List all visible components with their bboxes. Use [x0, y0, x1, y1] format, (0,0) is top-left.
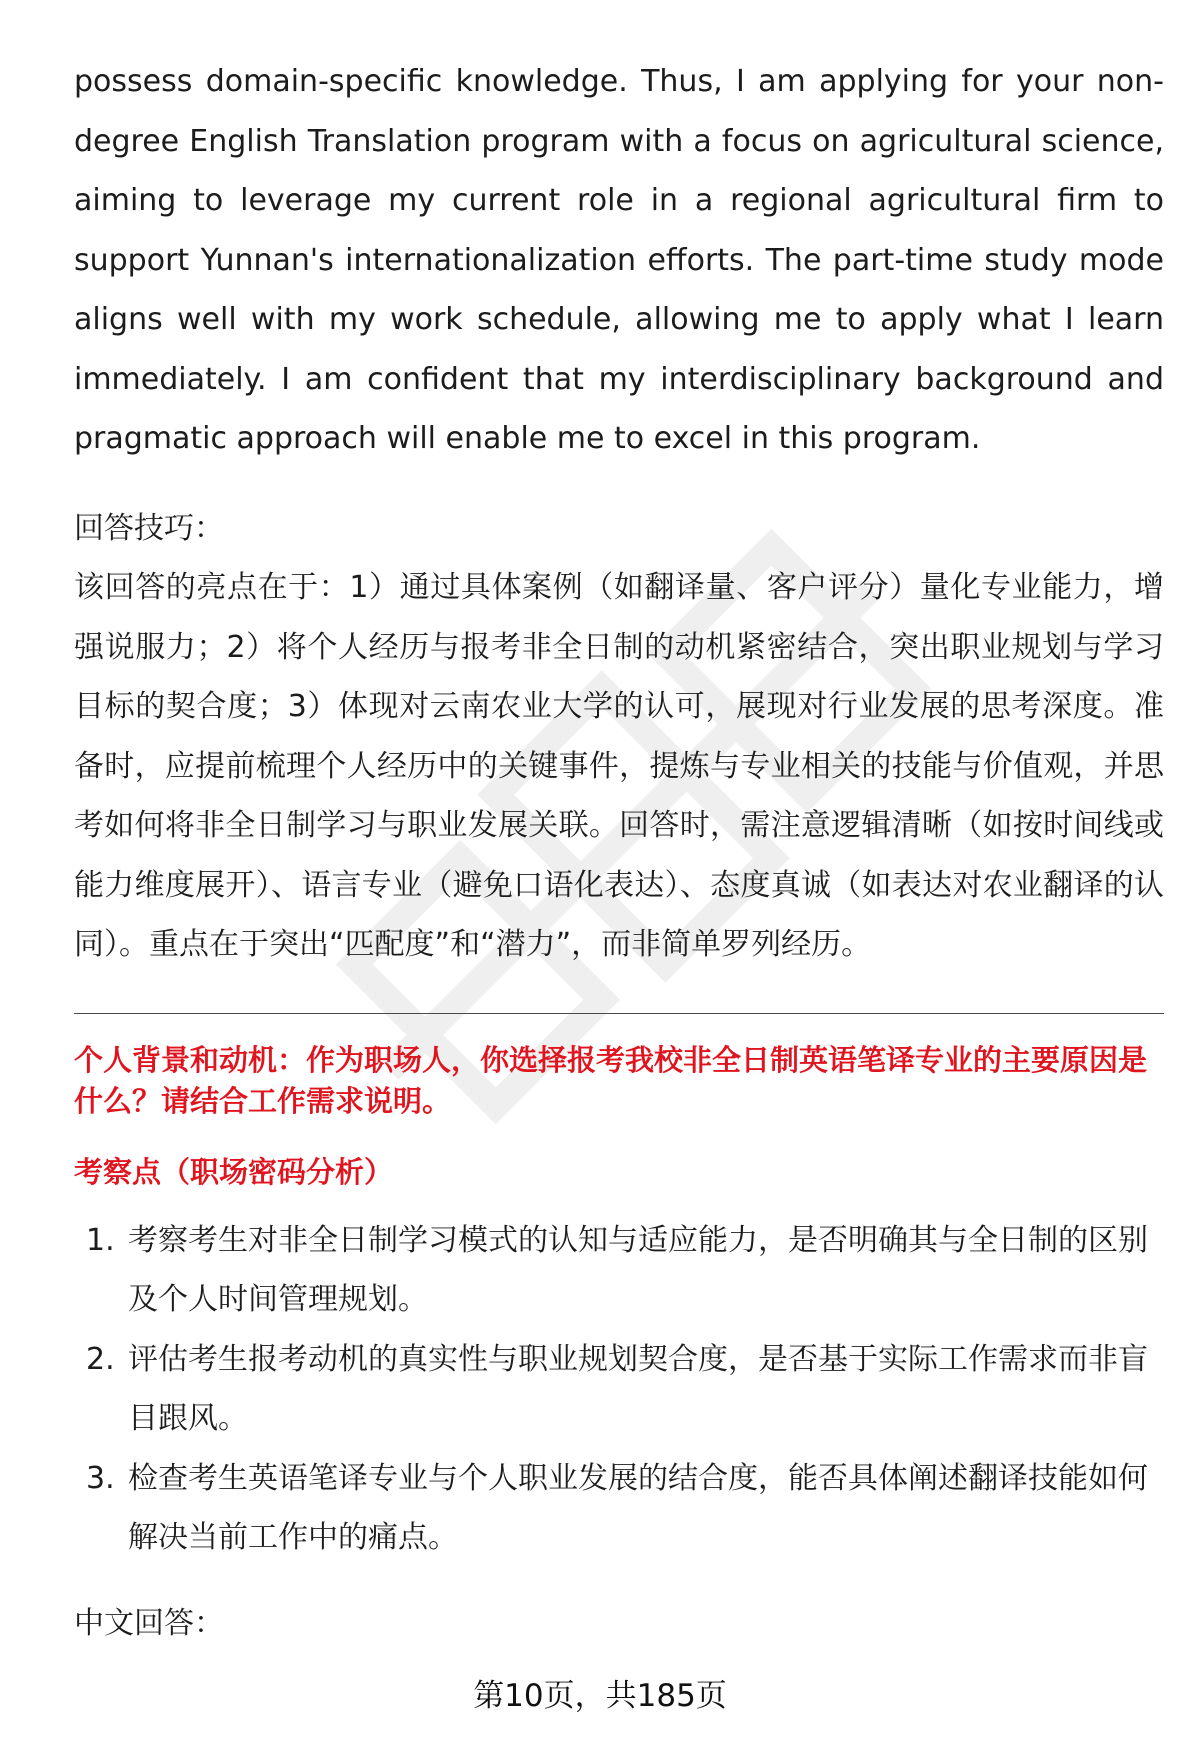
- tips-label: 回答技巧：: [74, 510, 224, 546]
- list-item: [74, 1449, 1164, 1568]
- list-item-number: 1.: [86, 1222, 115, 1258]
- intro-paragraph: possess domain-specific knowledge. Thus, I am applying for your non-degree English Translation program with a focus on agricultural science, aiming to leverage my current role in a regional agricultural firm to support Yunnan's internationalization efforts. The part-time study mode aligns well with my work schedule, allowing me to apply what I learn immediately. I am confident that my interdisciplinary background and pragmatic approach will enable me to excel in this program.: [74, 64, 1164, 456]
- analysis-points-list: [74, 1211, 1164, 1568]
- section-divider: [74, 1013, 1164, 1014]
- tips-paragraph: 该回答的亮点在于：1）通过具体案例（如翻译量、客户评分）量化专业能力，增强说服力；2）将个人经历与报考非全日制的动机紧密结合，突出职业规划与学习目标的契合度；3）体现对云南农业大学的认可，展现对行业发展的思考深度。准备时，应提前梳理个人经历中的关键事件，提炼与专业相关的技能与价值观，并思考如何将非全日制学习与职业发展关联。回答时，需注意逻辑清晰（如按时间线或能力维度展开）、语言专业（避免口语化表达）、态度真诚（如表达对农业翻译的认同）。重点在于突出“匹配度”和“潜力”，而非简单罗列经历。: [74, 570, 1164, 962]
- list-item-text: 检查考生英语笔译专业与个人职业发展的结合度，能否具体阐述翻译技能如何解决当前工作中的痛点。: [128, 1460, 1148, 1555]
- answer-label: 中文回答：: [74, 1605, 224, 1641]
- list-item-number: 3.: [86, 1460, 115, 1496]
- list-item-text: 评估考生报考动机的真实性与职业规划契合度，是否基于实际工作需求而非盲目跟风。: [128, 1341, 1148, 1436]
- question-heading: 个人背景和动机：作为职场人，你选择报考我校非全日制英语笔译专业的主要原因是什么？请结合工作需求说明。: [74, 1042, 1148, 1118]
- page-number: 第10页，共185页: [473, 1678, 727, 1714]
- page-content: [74, 52, 1164, 1653]
- analysis-heading: 考察点（职场密码分析）: [74, 1154, 394, 1189]
- list-item: [74, 1211, 1164, 1330]
- list-item-text: 考察考生对非全日制学习模式的认知与适应能力，是否明确其与全日制的区别及个人时间管理规划。: [128, 1222, 1148, 1317]
- list-item-number: 2.: [86, 1341, 115, 1377]
- list-item: [74, 1330, 1164, 1449]
